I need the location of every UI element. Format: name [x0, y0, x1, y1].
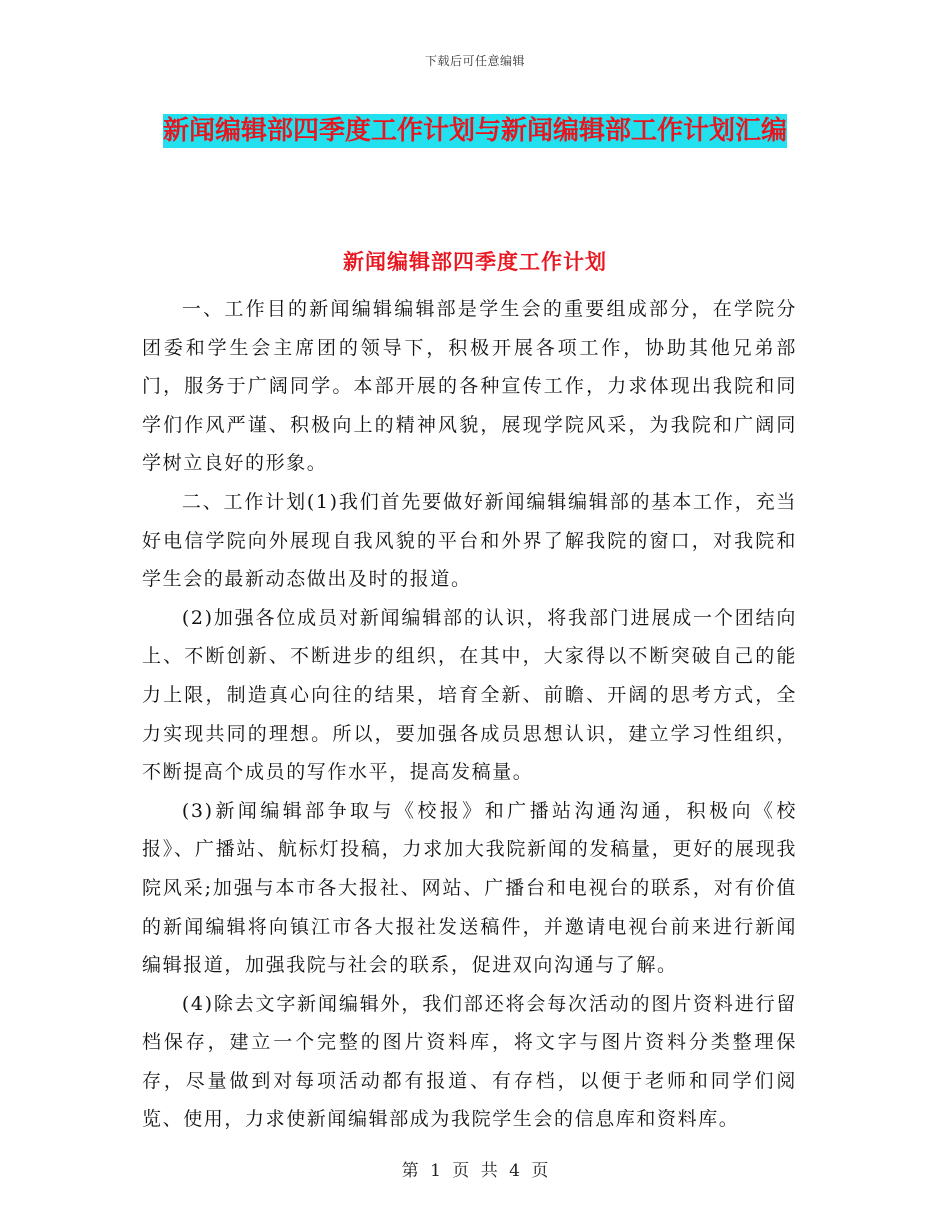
page-header-note: 下载后可任意编辑 [424, 54, 525, 68]
paragraph: (3)新闻编辑部争取与《校报》和广播站沟通沟通，积极向《校报》、广播站、航标灯投稿，力求加大我院新闻的发稿量，更好的展现我院风采;加强与本市各大报社、网站、广播台和电视台的联系，对有价值的新闻编辑将向镇江市各大报社发送稿件，并邀请电视台前来进行新闻编辑报道，加强我院与社会的联系，促进双向沟通与了解。 [142, 799, 797, 977]
paragraph: 二、工作计划(1)我们首先要做好新闻编辑编辑部的基本工作，充当好电信学院向外展现自我风貌的平台和外界了解我院的窗口，对我院和学生会的最新动态做出及时的报道。 [142, 490, 797, 591]
document-body [142, 290, 797, 1139]
section-title: 新闻编辑部四季度工作计划 [343, 249, 607, 274]
document-title [140, 108, 810, 154]
paragraph: (2)加强各位成员对新闻编辑部的认识，将我部门进展成一个团结向上、不断创新、不断进步的组织，在其中，大家得以不断突破自己的能力上限，制造真心向往的结果，培育全新、前瞻、开阔的思考方式，全力实现共同的理想。所以，要加强各成员思想认识，建立学习性组织，不断提高个成员的写作水平，提高发稿量。 [142, 606, 797, 784]
document-title-text: 新闻编辑部四季度工作计划与新闻编辑部工作计划汇编 [162, 116, 787, 146]
paragraph: 一、工作目的新闻编辑编辑部是学生会的重要组成部分，在学院分团委和学生会主席团的领导下，积极开展各项工作，协助其他兄弟部门，服务于广阔同学。本部开展的各种宣传工作，力求体现出我院和同学们作风严谨、积极向上的精神风貌，展现学院风采，为我院和广阔同学树立良好的形象。 [142, 298, 797, 475]
page-number: 第 1 页 共 4 页 [401, 1161, 549, 1181]
paragraph: (4)除去文字新闻编辑外，我们部还将会每次活动的图片资料进行留档保存，建立一个完整的图片资料库，将文字与图片资料分类整理保存，尽量做到对每项活动都有报道、有存档，以便于老师和同学们阅览、使用，力求使新闻编辑部成为我院学生会的信息库和资料库。 [142, 992, 797, 1131]
